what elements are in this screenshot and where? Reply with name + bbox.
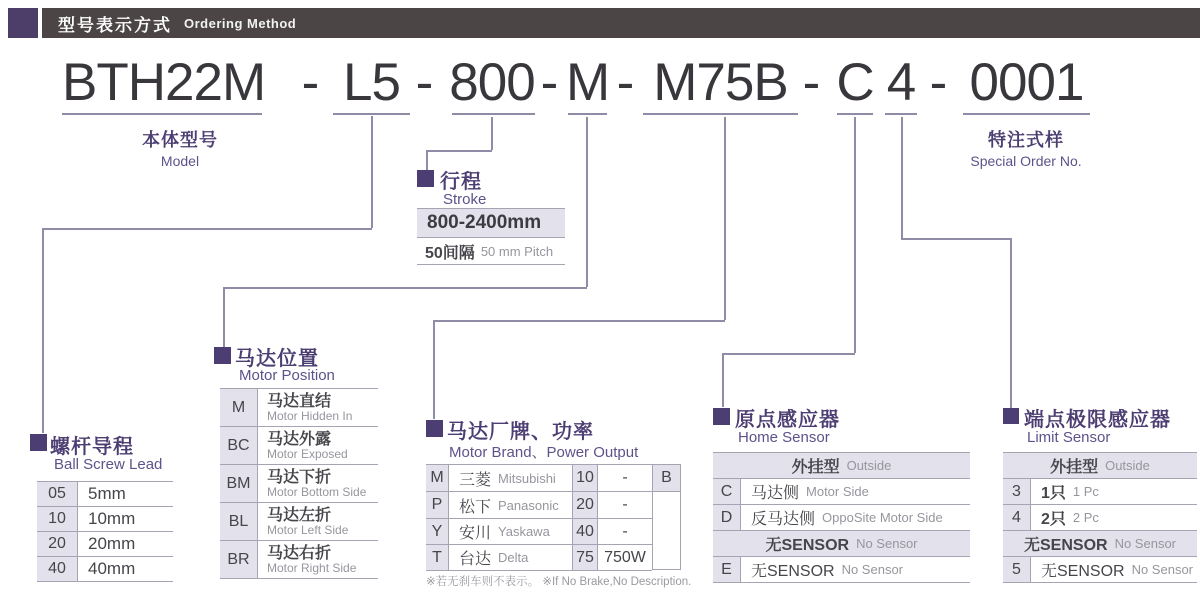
position-desc-en: Motor Bottom Side [267, 484, 367, 499]
model-dash: - [802, 53, 820, 112]
connector-line [586, 117, 588, 287]
model-segment-brand: M75B [653, 53, 788, 112]
connector-line [426, 150, 492, 152]
power-value: - [622, 469, 628, 486]
motor-brand-title-en: Motor Brand、Power Output [449, 444, 639, 461]
sensor-desc-zh: 马达侧 [751, 485, 800, 502]
sensor-desc-en: 1 Pc [1072, 484, 1099, 499]
sensor-desc-en: Motor Side [806, 484, 869, 499]
sensor-desc [741, 479, 970, 504]
group-header-zh: 无SENSOR [1024, 537, 1108, 554]
ball-screw-lead-table [37, 481, 173, 582]
connector-line [223, 287, 587, 289]
position-desc-en: Motor Exposed [267, 446, 348, 461]
brand-code: P [426, 492, 449, 518]
connector-line [724, 117, 726, 320]
position-code: BM [220, 465, 258, 502]
brand-name-en: Yaskawa [498, 524, 550, 539]
table-row [37, 482, 173, 507]
position-desc [258, 541, 378, 578]
section-bullet-icon [1003, 408, 1019, 424]
brand-code: M [426, 465, 449, 491]
sensor-desc-zh: 反马达侧 [751, 511, 816, 528]
position-desc [258, 389, 378, 426]
stroke-pitch-zh: 50间隔 [425, 244, 475, 262]
position-code: BR [220, 541, 258, 578]
table-row [1003, 479, 1197, 505]
special-order-label-en: Special Order No. [970, 153, 1082, 169]
lead-value: 5mm [88, 484, 126, 503]
position-desc-zh: 马达外露 [267, 430, 332, 448]
limit-sensor-table [1003, 452, 1197, 583]
stroke-title-zh: 行程 [440, 171, 482, 193]
page-title-en: Ordering Method [184, 15, 297, 31]
table-row [426, 545, 652, 571]
segment-underline [568, 113, 607, 115]
model-dash: - [929, 53, 947, 112]
sensor-desc [1031, 505, 1197, 530]
sensor-desc-en: 2 Pc [1072, 510, 1099, 525]
brand-name [449, 465, 573, 491]
table-row [426, 492, 652, 519]
power-value: - [622, 496, 628, 513]
group-header-en: Outside [1105, 458, 1150, 473]
table-row [37, 532, 173, 557]
brand-name [449, 492, 573, 518]
lead-code: 20 [37, 532, 78, 556]
brand-name-zh: 台达 [459, 551, 492, 568]
special-order-label [926, 126, 1126, 169]
table-row [713, 557, 970, 583]
lead-code: 40 [37, 557, 78, 581]
home-sensor-table [713, 452, 970, 583]
group-header-en: No Sensor [856, 536, 918, 551]
power-code: 10 [573, 465, 598, 491]
power-value: - [622, 522, 628, 540]
connector-line [722, 353, 724, 407]
segment-underline [963, 113, 1090, 115]
position-desc [258, 427, 378, 464]
brand-name-zh: 三菱 [459, 471, 492, 489]
brand-code: T [426, 545, 449, 570]
position-desc-en: Motor Hidden In [267, 408, 353, 423]
lead-code: 10 [37, 507, 78, 531]
sensor-desc-en: No Sensor [841, 562, 903, 577]
section-bullet-icon [426, 420, 443, 437]
motor-brand-title-zh: 马达厂牌、功率 [447, 421, 594, 443]
sensor-desc-zh: 无SENSOR [751, 563, 835, 580]
brand-name-en: Delta [498, 550, 529, 565]
brake-code: B [653, 465, 680, 492]
connector-line [901, 238, 1011, 240]
sensor-code: C [713, 479, 741, 504]
model-segment-limit-sensor: 4 [886, 53, 916, 112]
connector-line [491, 117, 493, 150]
brake-option-column [652, 464, 681, 570]
brand-name-zh: 松下 [459, 498, 492, 516]
table-row [1003, 557, 1197, 583]
model-dash: - [540, 53, 558, 112]
sensor-desc [741, 557, 970, 582]
segment-underline [837, 113, 873, 115]
connector-line [371, 116, 373, 228]
position-desc-zh: 马达右折 [267, 544, 332, 562]
header-bar [42, 8, 1200, 38]
brand-name-zh: 安川 [459, 525, 492, 542]
position-desc-zh: 马达左折 [267, 506, 332, 524]
model-dash: - [616, 53, 634, 112]
connector-line [42, 228, 372, 230]
motor-brand-table [426, 464, 652, 571]
brand-footnote [426, 573, 691, 589]
table-row [1003, 505, 1197, 531]
model-segment-position: M [566, 53, 610, 112]
position-desc-en: Motor Left Side [267, 522, 349, 537]
sensor-group-header [713, 453, 970, 479]
model-segment-lead: L5 [343, 53, 400, 112]
sensor-desc [1031, 479, 1197, 504]
model-dash: - [301, 53, 319, 112]
connector-line [426, 150, 428, 170]
brand-footnote-en: ※If No Brake,No Description. [542, 576, 692, 588]
power-code: 75 [573, 545, 598, 570]
sensor-desc-zh: 2只 [1041, 511, 1066, 528]
lead-value: 20mm [88, 534, 136, 553]
brand-name [449, 519, 573, 544]
sensor-desc-zh: 无SENSOR [1041, 563, 1125, 580]
segment-underline [885, 113, 917, 115]
power-value: 750W [604, 548, 646, 566]
home-sensor-title-zh: 原点感应器 [735, 409, 840, 431]
model-segment-home-sensor: C [836, 53, 874, 112]
position-code: BC [220, 427, 258, 464]
table-row [713, 479, 970, 505]
connector-line [901, 117, 903, 238]
page-title-zh: 型号表示方式 [58, 15, 172, 35]
lead-code: 05 [37, 482, 78, 506]
model-label-zh: 本体型号 [142, 130, 218, 150]
segment-underline [333, 113, 410, 115]
position-desc-zh: 马达直结 [267, 392, 332, 410]
table-row [220, 465, 378, 503]
connector-line [433, 320, 435, 419]
stroke-table [417, 208, 565, 265]
model-label-en: Model [160, 153, 200, 169]
section-bullet-icon [417, 170, 434, 187]
section-bullet-icon [214, 347, 231, 364]
sensor-code: E [713, 557, 741, 582]
table-row [37, 507, 173, 532]
section-bullet-icon [713, 408, 730, 425]
table-row [220, 389, 378, 427]
sensor-desc-zh: 1只 [1041, 485, 1066, 502]
model-segment-body: BTH22M [62, 53, 266, 112]
table-row [426, 465, 652, 492]
connector-line [722, 353, 855, 355]
table-row [220, 427, 378, 465]
brand-name-en: Mitsubishi [498, 470, 556, 486]
position-code: M [220, 389, 258, 426]
table-row [37, 557, 173, 582]
section-bullet-icon [30, 434, 47, 451]
group-header-zh: 外挂型 [791, 459, 840, 476]
ball-screw-lead-title-zh: 螺杆导程 [50, 436, 134, 458]
lead-value: 40mm [88, 559, 136, 578]
sensor-group-header [713, 531, 970, 557]
motor-position-table [220, 388, 378, 579]
model-segment-special: 0001 [969, 53, 1084, 112]
sensor-code: 4 [1003, 505, 1031, 530]
stroke-pitch-row [417, 238, 565, 265]
limit-sensor-title-zh: 端点极限感应器 [1024, 409, 1171, 431]
sensor-group-header [1003, 531, 1197, 557]
position-desc-en: Motor Right Side [267, 560, 357, 575]
position-code: BL [220, 503, 258, 540]
segment-underline [452, 113, 535, 115]
home-sensor-title-en: Home Sensor [738, 429, 830, 446]
sensor-desc [741, 505, 970, 530]
brand-code: Y [426, 519, 449, 544]
segment-underline [62, 113, 262, 115]
connector-line [433, 320, 725, 322]
group-header-en: Outside [846, 458, 892, 473]
header-accent-square-icon [8, 8, 38, 38]
motor-position-title-zh: 马达位置 [235, 348, 319, 370]
group-header-zh: 外挂型 [1050, 459, 1099, 476]
sensor-code: 3 [1003, 479, 1031, 504]
connector-line [1010, 238, 1012, 408]
segment-underline [643, 113, 798, 115]
group-header-en: No Sensor [1114, 536, 1176, 551]
connector-line [42, 228, 44, 433]
sensor-group-header [1003, 453, 1197, 479]
position-desc [258, 503, 378, 540]
stroke-title-en: Stroke [443, 191, 487, 208]
sensor-desc-en: No Sensor [1131, 562, 1193, 577]
ball-screw-lead-title-en: Ball Screw Lead [54, 456, 163, 473]
limit-sensor-title-en: Limit Sensor [1027, 429, 1111, 446]
connector-line [854, 117, 856, 353]
brand-name [449, 545, 573, 570]
table-row [220, 503, 378, 541]
brand-name-en: Panasonic [498, 497, 559, 513]
table-row [426, 519, 652, 545]
sensor-code: 5 [1003, 557, 1031, 582]
sensor-code: D [713, 505, 741, 530]
stroke-range: 800-2400mm [417, 209, 565, 238]
motor-position-title-en: Motor Position [239, 367, 335, 384]
power-code: 40 [573, 519, 598, 544]
position-desc [258, 465, 378, 502]
special-order-label-zh: 特注式样 [988, 130, 1064, 150]
group-header-zh: 无SENSOR [765, 537, 850, 554]
sensor-desc-en: OppoSite Motor Side [822, 510, 943, 525]
sensor-desc [1031, 557, 1197, 582]
position-desc-zh: 马达下折 [267, 468, 332, 486]
stroke-pitch-en: 50 mm Pitch [480, 243, 554, 259]
connector-line [223, 287, 225, 347]
table-row [220, 541, 378, 579]
lead-value: 10mm [88, 509, 136, 528]
model-segment-stroke: 800 [449, 53, 535, 112]
brand-footnote-zh: ※若无刹车则不表示。 [426, 576, 540, 588]
power-code: 20 [573, 492, 598, 518]
model-dash: - [415, 53, 433, 112]
table-row [713, 505, 970, 531]
model-label [80, 126, 280, 169]
